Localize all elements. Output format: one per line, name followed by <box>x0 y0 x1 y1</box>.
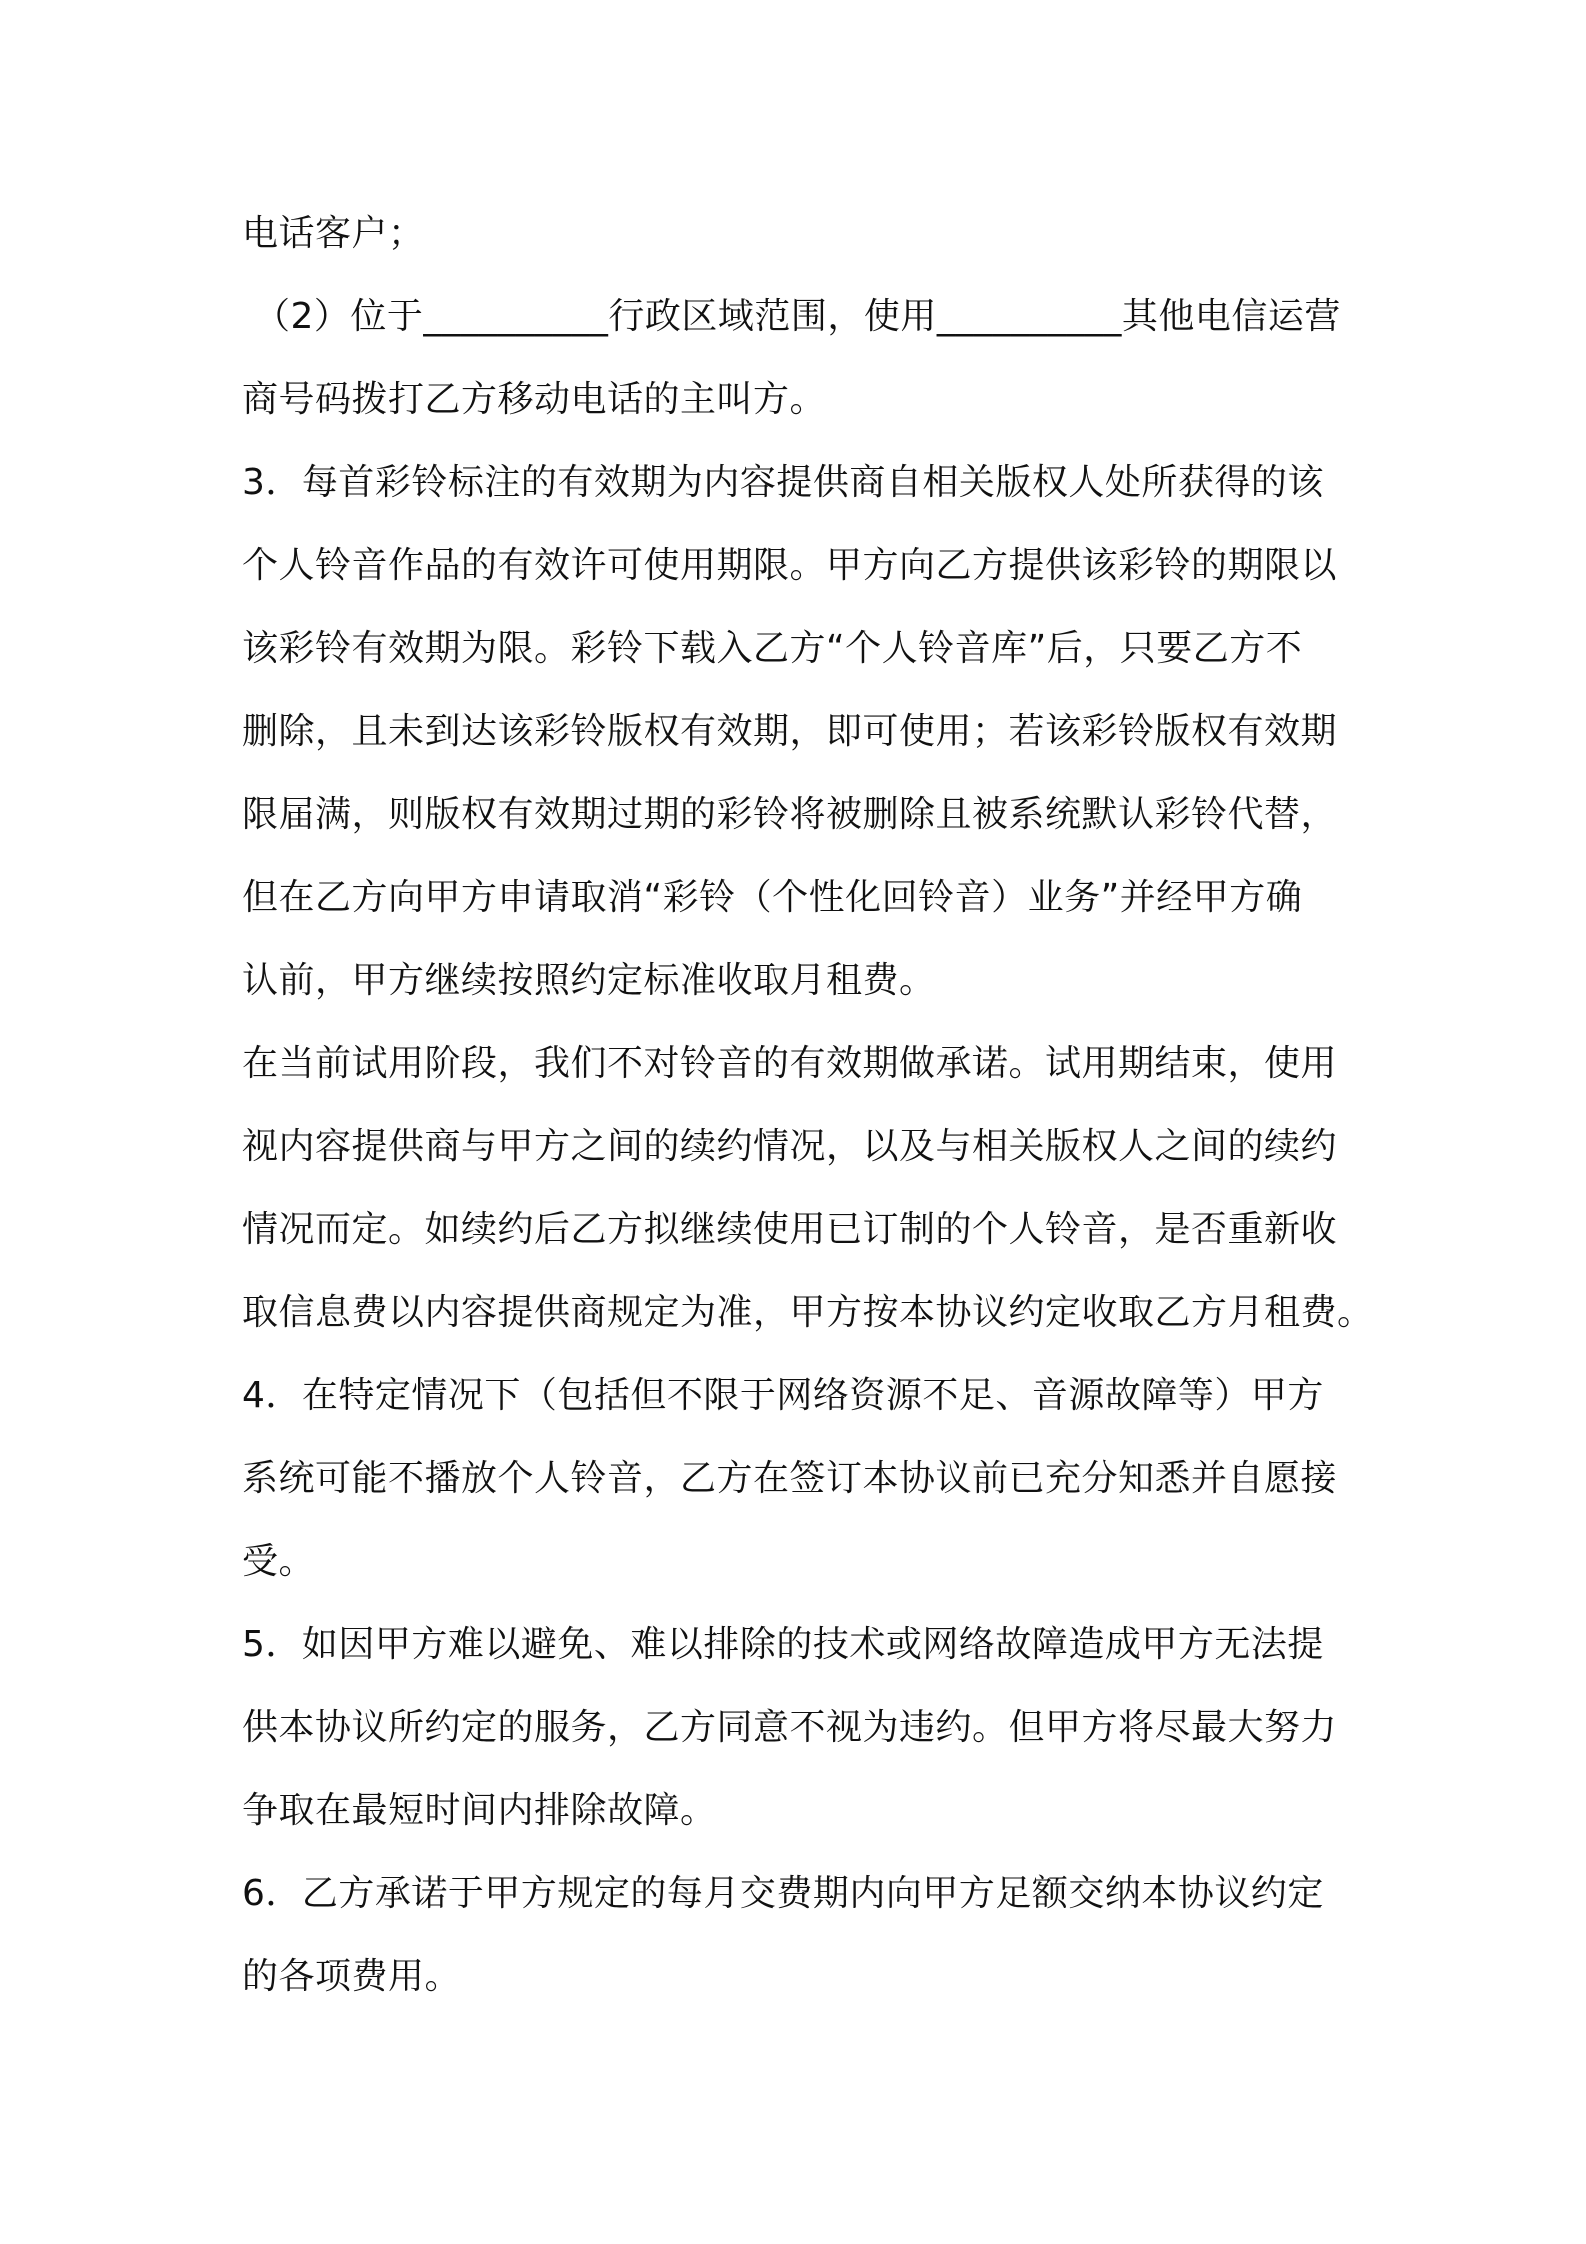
text-line: 个人铃音作品的有效许可使用期限。甲方向乙方提供该彩铃的期限以 <box>242 545 1338 586</box>
text-line: 在当前试用阶段，我们不对铃音的有效期做承诺。试用期结束，使用 <box>242 1043 1338 1084</box>
text-line: 电话客户； <box>242 213 425 254</box>
text-line: （2）位于__________行政区域范围，使用__________其他电信运营 <box>254 296 1341 337</box>
text-line: 情况而定。如续约后乙方拟继续使用已订制的个人铃音，是否重新收 <box>242 1209 1338 1250</box>
text-line: 供本协议所约定的服务，乙方同意不视为违约。但甲方将尽最大努力 <box>242 1707 1338 1748</box>
text-line: 的各项费用。 <box>242 1956 462 1997</box>
text-line: 4．在特定情况下（包括但不限于网络资源不足、音源故障等）甲方 <box>242 1375 1324 1416</box>
text-line: 3．每首彩铃标注的有效期为内容提供商自相关版权人处所获得的该 <box>242 462 1324 503</box>
text-line: 认前，甲方继续按照约定标准收取月租费。 <box>242 960 936 1001</box>
text-line: 视内容提供商与甲方之间的续约情况，以及与相关版权人之间的续约 <box>242 1126 1338 1167</box>
text-line: 受。 <box>242 1541 316 1582</box>
text-line: 争取在最短时间内排除故障。 <box>242 1790 717 1831</box>
text-line: 但在乙方向甲方申请取消“彩铃（个性化回铃音）业务”并经甲方确 <box>242 877 1303 918</box>
text-line: 商号码拨打乙方移动电话的主叫方。 <box>242 379 827 420</box>
text-line: 6．乙方承诺于甲方规定的每月交费期内向甲方足额交纳本协议约定 <box>242 1873 1324 1914</box>
text-line: 系统可能不播放个人铃音，乙方在签订本协议前已充分知悉并自愿接 <box>242 1458 1338 1499</box>
contract-text <box>242 192 1372 2018</box>
text-line: 该彩铃有效期为限。彩铃下载入乙方“个人铃音库”后，只要乙方不 <box>242 628 1303 669</box>
text-line: 限届满，则版权有效期过期的彩铃将被删除且被系统默认彩铃代替， <box>242 794 1338 835</box>
text-line: 取信息费以内容提供商规定为准，甲方按本协议约定收取乙方月租费。 <box>242 1292 1374 1333</box>
text-line: 5．如因甲方难以避免、难以排除的技术或网络故障造成甲方无法提 <box>242 1624 1324 1665</box>
text-line: 删除，且未到达该彩铃版权有效期，即可使用；若该彩铃版权有效期 <box>242 711 1338 752</box>
